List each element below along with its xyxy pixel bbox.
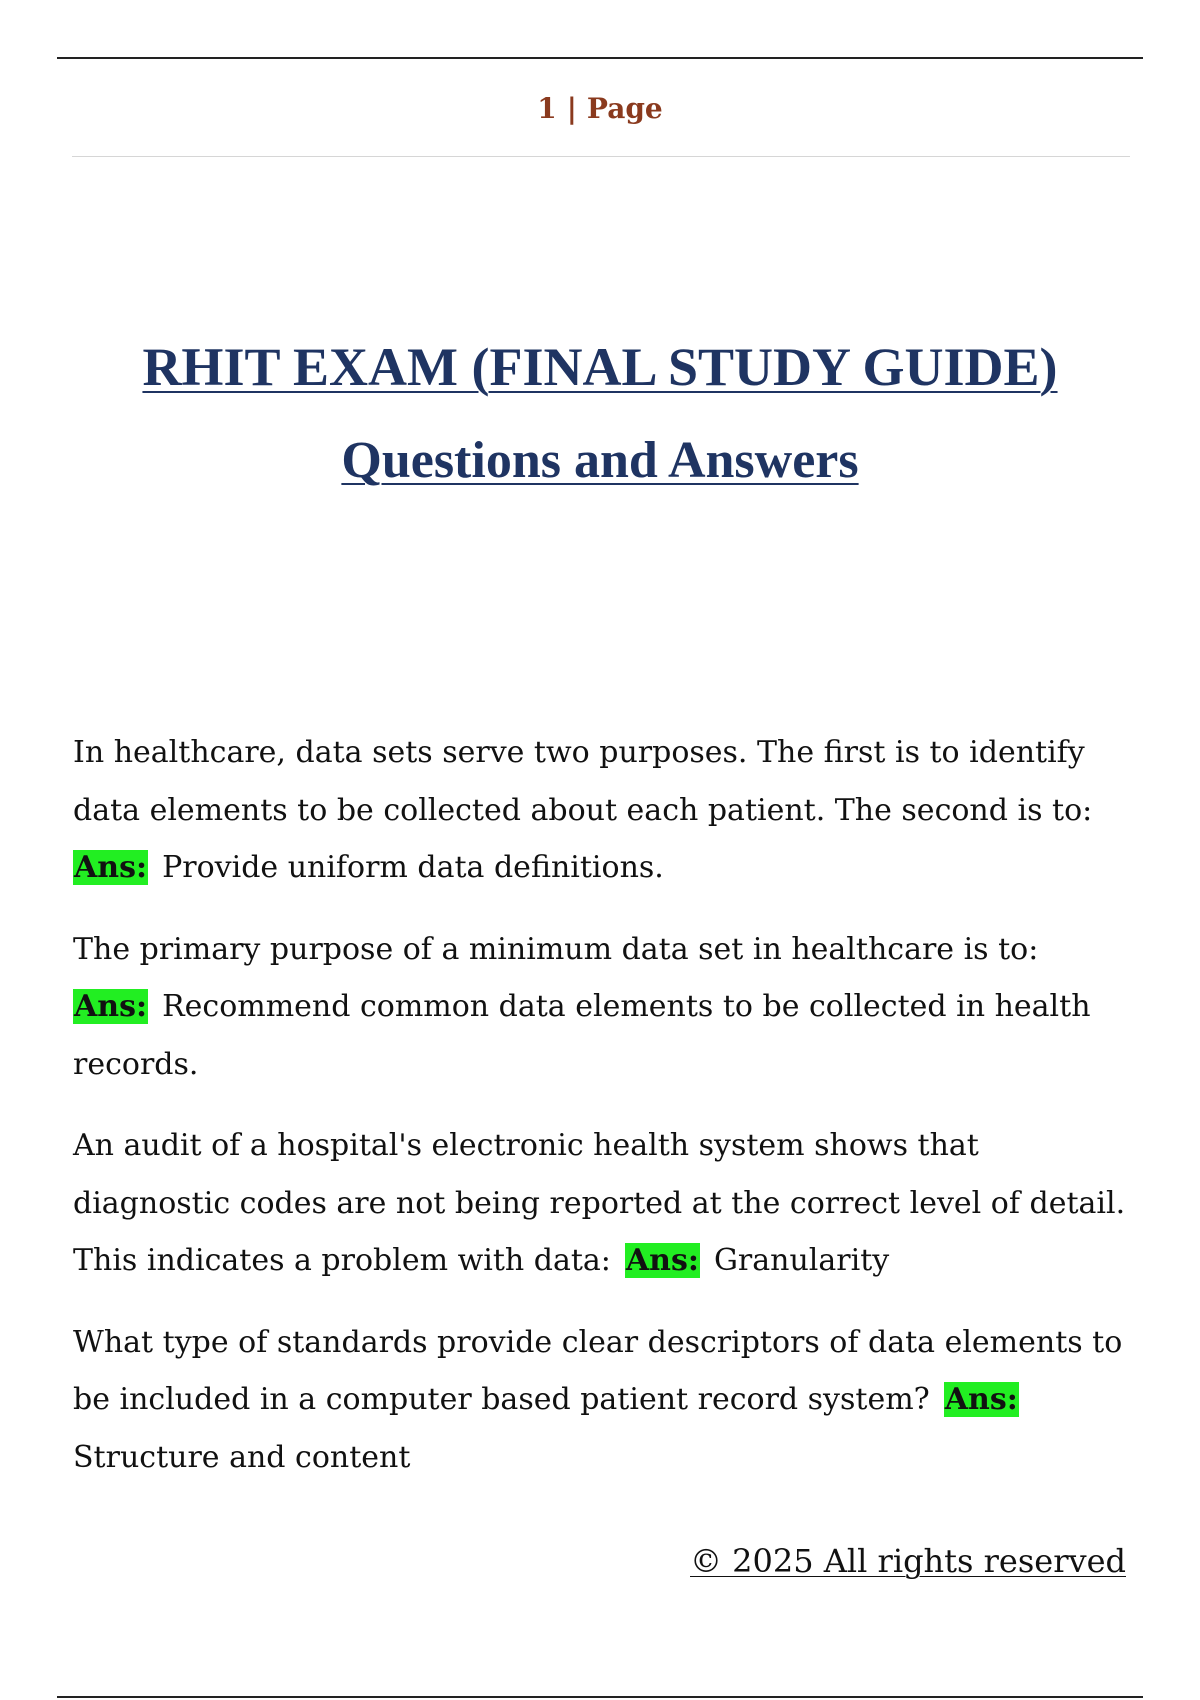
answer-text: Recommend common data elements to be collected in health records. [73, 989, 1091, 1082]
answer-text: Granularity [713, 1243, 890, 1278]
answer-text: Provide uniform data definitions. [162, 850, 664, 885]
title-line-1: RHIT EXAM (FINAL STUDY GUIDE) [142, 337, 1058, 397]
answer-label: Ans: [944, 1382, 1018, 1417]
answer-text: Structure and content [73, 1439, 411, 1475]
page-header [72, 92, 1128, 125]
qa-item-1 [73, 724, 1141, 897]
top-border-rule [57, 57, 1143, 59]
question-text: The primary purpose of a minimum data set in healthcare is to: [73, 931, 1039, 967]
question-text: In healthcare, data sets serve two purposes. The first is to identify data elements to be collected about each patient. The second is to: [73, 735, 1093, 828]
copyright-footer: © 2025 All rights reserved [690, 1542, 1126, 1580]
qa-list [73, 724, 1141, 1510]
qa-item-3 [73, 1117, 1141, 1290]
qa-item-2 [73, 921, 1141, 1094]
document-title [0, 332, 1200, 496]
answer-label: Ans: [625, 1243, 699, 1278]
answer-label: Ans: [74, 850, 148, 885]
title-line-2: Questions and Answers [341, 432, 859, 489]
qa-item-4 [73, 1314, 1141, 1487]
page-label: Page [586, 92, 663, 125]
header-divider [72, 156, 1130, 157]
question-text: What type of standards provide clear descriptors of data elements to be included in a computer based patient record system? [73, 1324, 1123, 1417]
bottom-border-rule [57, 1696, 1143, 1698]
page-header-separator: | [566, 92, 577, 125]
question-text: An audit of a hospital's electronic health system shows that diagnostic codes are not being reported at the correct level of detail. This indicates a problem with data: [73, 1128, 1126, 1278]
page-number: 1 [537, 92, 557, 125]
answer-label: Ans: [74, 989, 148, 1024]
